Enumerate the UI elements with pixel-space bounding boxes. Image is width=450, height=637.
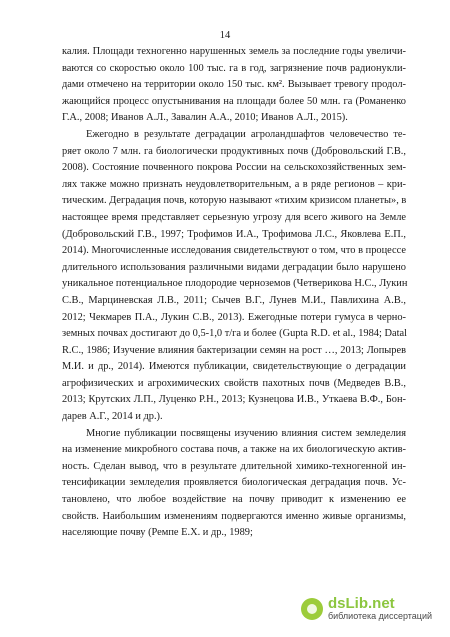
text-line: ность. Сделан вывод, что в результате длительной химико-техногенной ин- [62,460,406,472]
text-line: 2008). Состояние почвенного покрова России на сельскохозяйственных зем- [62,162,406,174]
text-line: Г.А., 2008; Иванов А.Л., Завалин А.А., 2010; Иванов А.Л., 2015). [62,112,348,124]
text-line: 2013; Крутских Л.П., Луценко Р.Н., 2013; Кузнецова И.В., Уткаева В.Ф., Бон- [62,394,406,406]
text-line: ваются со скоростью около 100 тыс. га в год, загрязнение почв радионукли- [62,62,406,74]
text-line: тическим. Деградация почв, которую называют «тихим кризисом планеты», в [62,195,407,207]
text-line: ряет около 7 млн. га биологически продуктивных почв (Добровольский Г.В., [62,145,406,157]
text-line: свойств. Наибольшим изменениям подвергаются именно живые организмы, [62,510,406,522]
text-line: дами отмечено на территории около 150 тыс. км². Вызывает тревогу продол- [62,79,406,91]
body-text [62,44,406,542]
text-line: С.В., Марциневская Л.В., 2011; Сычев В.Г., Лунев М.И., Павлихина А.В., [62,294,406,306]
text-line: тановлено, что любое воздействие на почву приводит к изменению ее [62,494,406,506]
paragraph [62,426,406,542]
dslib-logo-icon [301,598,323,620]
page-number: 14 [219,30,231,41]
text-line: настоящее время представляет серьезную угрозу для всего живого на Земле [62,211,406,223]
text-line: 2014). Многочисленные исследования свидетельствуют о том, что в процессе [62,245,406,257]
text-line: на изменение микробного состава почв, а также на их биологическую актив- [62,444,406,456]
paragraph [62,44,406,127]
watermark-subtitle: библиотека диссертаций [327,611,432,621]
text-line: земных почвах достигают до 0,5-1,0 т/га и более (Gupta R.D. et al., 1984; Datal [62,328,407,340]
text-line: лях также можно признать неудовлетворительным, а в ряде регионов – кри- [62,178,406,190]
text-line: М.И. и др., 2014). Имеются публикации, свидетельствующие о деградации [62,361,406,373]
text-line: (Добровольский Г.В., 1997; Трофимов И.А., Трофимова Л.С., Яковлева Е.П., [62,228,406,240]
watermark-brand-tld: .net [367,595,395,612]
text-line: агрофизических и агрохимических свойств пахотных почв (Медведев В.В., [62,377,406,389]
dslib-watermark[interactable] [301,596,432,621]
text-line: Многие публикации посвящены изучению влияния систем земледелия [86,427,406,439]
paragraph [62,127,406,426]
text-line: уникальное потенциальное плодородие черноземов (Четверикова Н.С., Лукин [62,278,408,290]
text-line: длительного использования различными видами деградации было нарушено [62,261,406,273]
text-line: калия. Площади техногенно нарушенных земель за последние годы увеличи- [62,46,406,57]
text-line: 2012; Чекмарев П.А., Лукин С.В., 2013). Ежегодные потери гумуса в черно- [62,311,406,323]
text-line: Ежегодно в результате деградации агроландшафтов человечество те- [86,128,406,140]
text-line: R.C., 1986; Изучение влияния бактеризации семян на рост …, 2013; Лопырев [62,344,406,356]
text-line: тенсификации земледелия проявляется биологическая деградация почв. Ус- [62,477,406,489]
text-line: дарев А.Г., 2014 и др.). [62,411,163,423]
watermark-brand-main: dsLib [327,595,368,612]
text-line: населяющие почву (Ремпе Е.Х. и др., 1989; [62,527,253,539]
watermark-brand [328,596,432,611]
text-line: жающийся процесс опустынивания на площади более 50 млн. га (Романенко [62,95,406,107]
